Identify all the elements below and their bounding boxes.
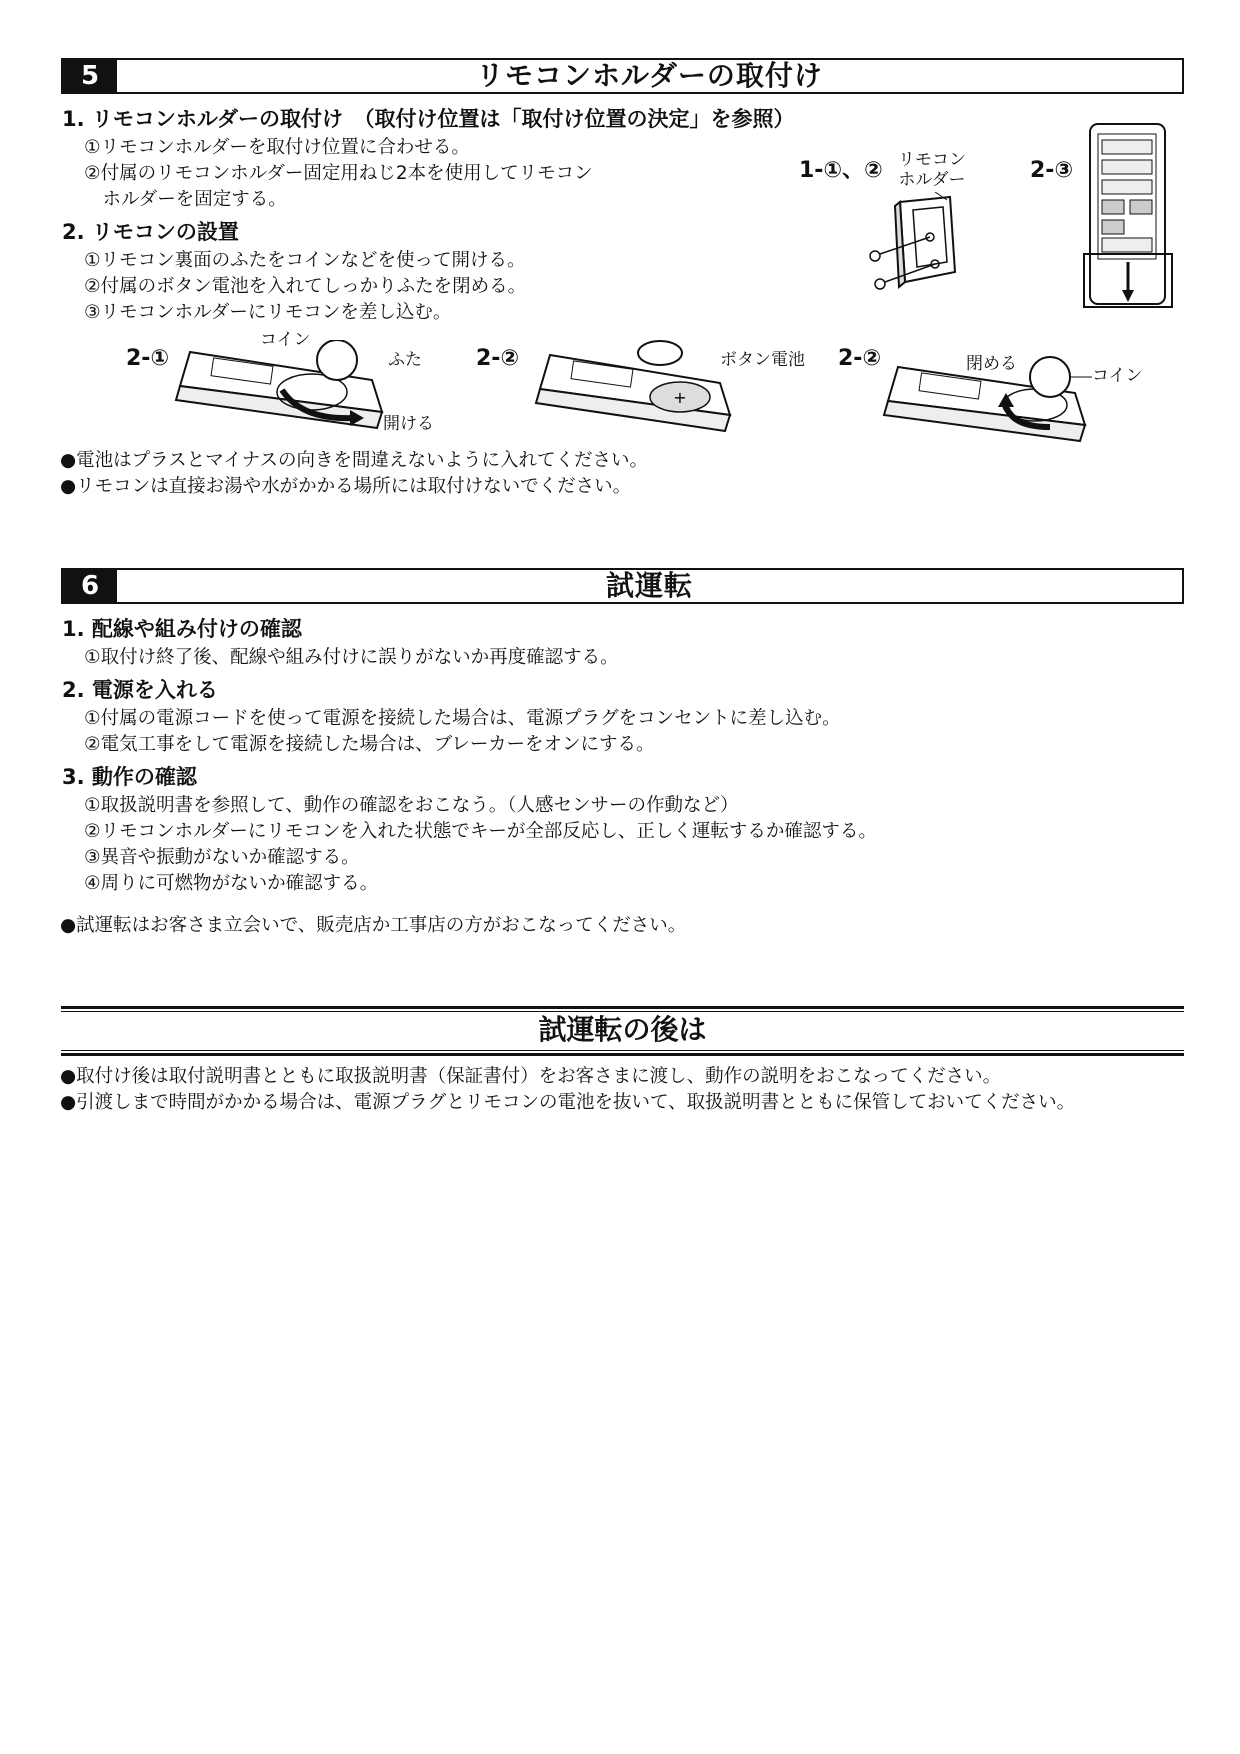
s5-sub2-line-3: ③リモコンホルダーにリモコンを差し込む。 (84, 302, 452, 323)
after-note-1: ●取付け後は取付説明書とともに取扱説明書（保証書付）をお客さまに渡し、動作の説明をおこなってください。 (60, 1066, 1002, 1087)
section-6-number: 6 (63, 570, 117, 602)
holder-illustration (855, 192, 975, 307)
fig-2-1-label: 2-① (126, 346, 170, 371)
s6-sub3-line-3: ③異音や振動がないか確認する。 (84, 847, 360, 868)
s5-sub1-line-1: ①リモコンホルダーを取付け位置に合わせる。 (84, 137, 470, 158)
fig-2-2b-label: 2-② (838, 346, 882, 371)
s6-sub2-title: 2. 電源を入れる (62, 678, 218, 702)
after-note-2: ●引渡しまで時間がかかる場合は、電源プラグとリモコンの電池を抜いて、取扱説明書とともに保管しておいてください。 (60, 1092, 1076, 1113)
coin-label-2: コイン (1092, 366, 1143, 386)
remote-open-illustration (172, 340, 392, 438)
s5-sub2-line-2: ②付属のボタン電池を入れてしっかりふたを閉める。 (84, 276, 527, 297)
s5-sub1-line-2: ②付属のリモコンホルダー固定用ねじ2本を使用してリモコン (84, 163, 593, 184)
s6-sub1-line-1: ①取付け終了後、配線や組み付けに誤りがないか再度確認する。 (84, 647, 619, 668)
s6-sub3-line-4: ④周りに可燃物がないか確認する。 (84, 873, 379, 894)
holder-label: リモコン ホルダー (898, 150, 966, 190)
s5-sub1-title: 1. リモコンホルダーの取付け （取付け位置は「取付け位置の決定」を参照） (62, 107, 795, 131)
s6-sub3-title: 3. 動作の確認 (62, 765, 197, 789)
remote-in-holder-illustration (1078, 122, 1178, 312)
fig-2-3-label: 2-③ (1030, 158, 1074, 183)
battery-label: ボタン電池 (720, 350, 805, 370)
s6-sub3-line-2: ②リモコンホルダーにリモコンを入れた状態でキーが全部反応し、正しく運転するか確認する。 (84, 821, 877, 842)
after-title: 試運転の後は (538, 1013, 707, 1046)
remote-battery-illustration (530, 335, 740, 443)
close-label: 閉める (966, 354, 1017, 374)
s6-sub2-line-2: ②電気工事をして電源を接続した場合は、ブレーカーをオンにする。 (84, 734, 655, 755)
s5-sub1-line-3: ホルダーを固定する。 (84, 189, 287, 210)
section-6-title: 試運転 (605, 569, 693, 602)
section-6-header (61, 568, 1184, 604)
svg-text:+: + (673, 388, 687, 407)
s5-note-2: ●リモコンは直接お湯や水がかかる場所には取付けないでください。 (60, 476, 632, 497)
after-rule-bottom (61, 1050, 1184, 1056)
lid-label: ふた (388, 350, 422, 370)
section-5-header (61, 58, 1184, 94)
s6-sub3-line-1: ①取扱説明書を参照して、動作の確認をおこなう。（人感センサーの作動など） (84, 795, 739, 816)
section-5-title: リモコンホルダーの取付け (476, 59, 823, 92)
s6-sub2-line-1: ①付属の電源コードを使って電源を接続した場合は、電源プラグをコンセントに差し込む。 (84, 708, 841, 729)
s5-sub2-title: 2. リモコンの設置 (62, 220, 239, 244)
remote-close-illustration (880, 355, 1095, 455)
open-label: 開ける (383, 414, 434, 434)
s5-note-1: ●電池はプラスとマイナスの向きを間違えないように入れてください。 (60, 450, 648, 471)
fig-1-label: 1-①、② (799, 158, 883, 183)
s6-note-1: ●試運転はお客さま立会いで、販売店か工事店の方がおこなってください。 (60, 915, 687, 936)
s6-sub1-title: 1. 配線や組み付けの確認 (62, 617, 302, 641)
coin-label: コイン (260, 330, 311, 350)
s5-sub2-line-1: ①リモコン裏面のふたをコインなどを使って開ける。 (84, 250, 526, 271)
fig-2-2a-label: 2-② (476, 346, 520, 371)
section-5-number: 5 (63, 60, 117, 92)
